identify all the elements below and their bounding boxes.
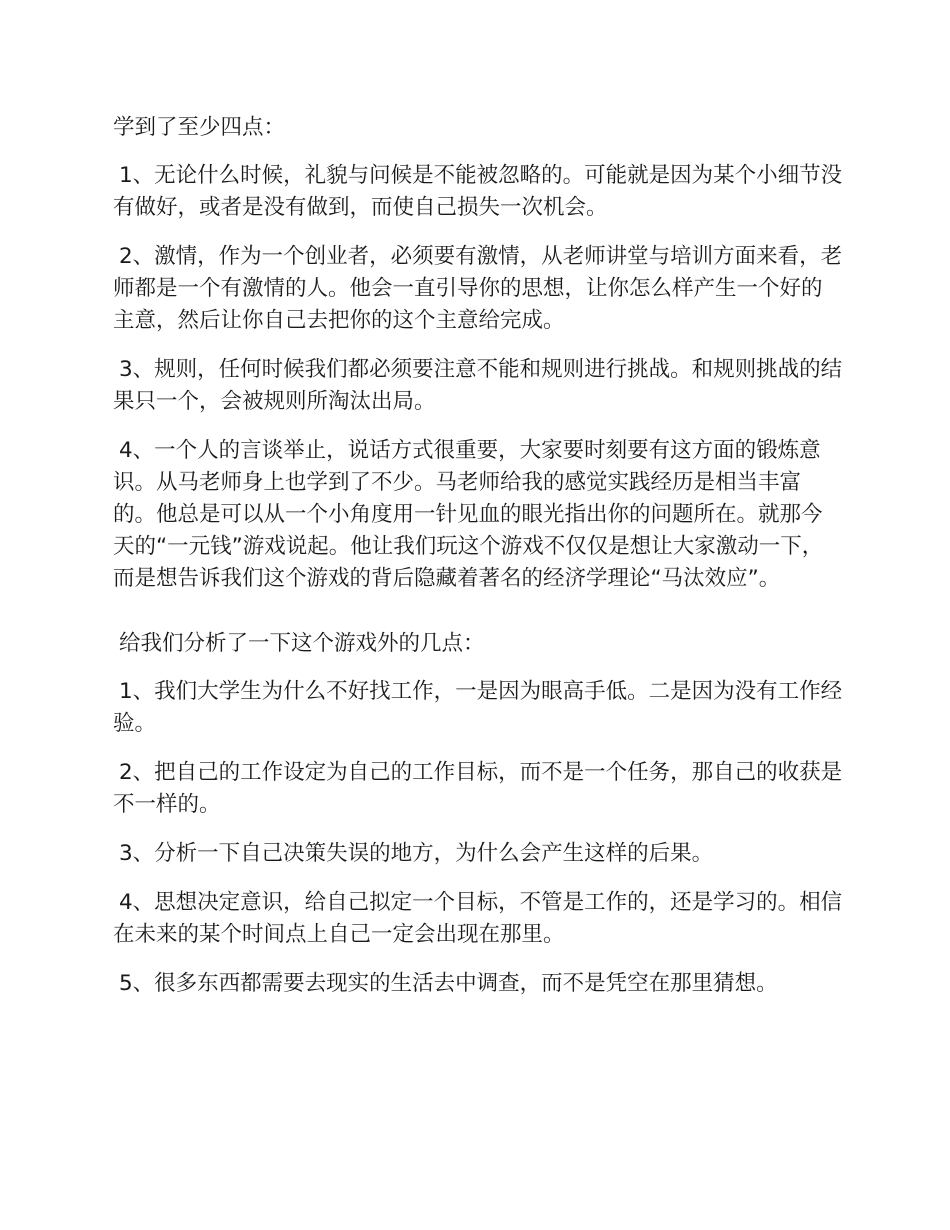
section2-item-5-text: 5、很多东西都需要去现实的生活去中调查，而不是凭空在那里猜想。: [119, 971, 778, 996]
section2-item-1: [113, 676, 843, 740]
section1-item-1: [113, 160, 843, 224]
section2-heading-text: 给我们分析了一下这个游戏外的几点：: [119, 631, 485, 656]
section2-item-2: [113, 757, 843, 821]
section2-heading: [113, 628, 843, 660]
section1-item-2-text: 2、激情，作为一个创业者，必须要有激情，从老师讲堂与培训方面来看，老师都是一个有激情的人。他会一直引导你的思想，让你怎么样产生一个好的主意，然后让你自己去把你的这个主意给完成。: [113, 244, 843, 333]
section2-item-2-text: 2、把自己的工作设定为自己的工作目标，而不是一个任务，那自己的收获是不一样的。: [113, 760, 843, 817]
section1-item-4-text: 4、一个人的言谈举止，说话方式很重要，大家要时刻要有这方面的锻炼意识。从马老师身上也学到了不少。马老师给我的感觉实践经历是相当丰富的。他总是可以从一个小角度用一针见血的眼光指出你的问题所在。就那今天的“一元钱”游戏说起。他让我们玩这个游戏不仅仅是想让大家激动一下，而是想告诉我们这个游戏的背后隐藏着著名的经济学理论“马汰效应”。: [113, 438, 824, 591]
section2-item-1-text: 1、我们大学生为什么不好找工作，一是因为眼高手低。二是因为没有工作经验。: [113, 679, 843, 736]
section1-item-1-text: 1、无论什么时候，礼貌与问候是不能被忽略的。可能就是因为某个小细节没有做好，或者是没有做到，而使自己损失一次机会。: [113, 163, 843, 220]
section1-item-4: [113, 435, 843, 595]
section1-item-2: [113, 241, 843, 337]
document-body: [113, 112, 843, 1017]
section1-item-3-text: 3、规则，任何时候我们都必须要注意不能和规则进行挑战。和规则挑战的结果只一个，会被规则所淘汰出局。: [113, 357, 843, 414]
section1-heading: 学到了至少四点：: [113, 115, 286, 140]
section1-item-3: [113, 354, 843, 418]
section2-item-4: [113, 887, 843, 951]
section2-item-4-text: 4、思想决定意识，给自己拟定一个目标，不管是工作的，还是学习的。相信在未来的某个时间点上自己一定会出现在那里。: [113, 890, 843, 947]
section2-item-5: [113, 968, 843, 1000]
section2-item-3-text: 3、分析一下自己决策失误的地方，为什么会产生这样的后果。: [119, 841, 714, 866]
section2-item-3: [113, 838, 843, 870]
